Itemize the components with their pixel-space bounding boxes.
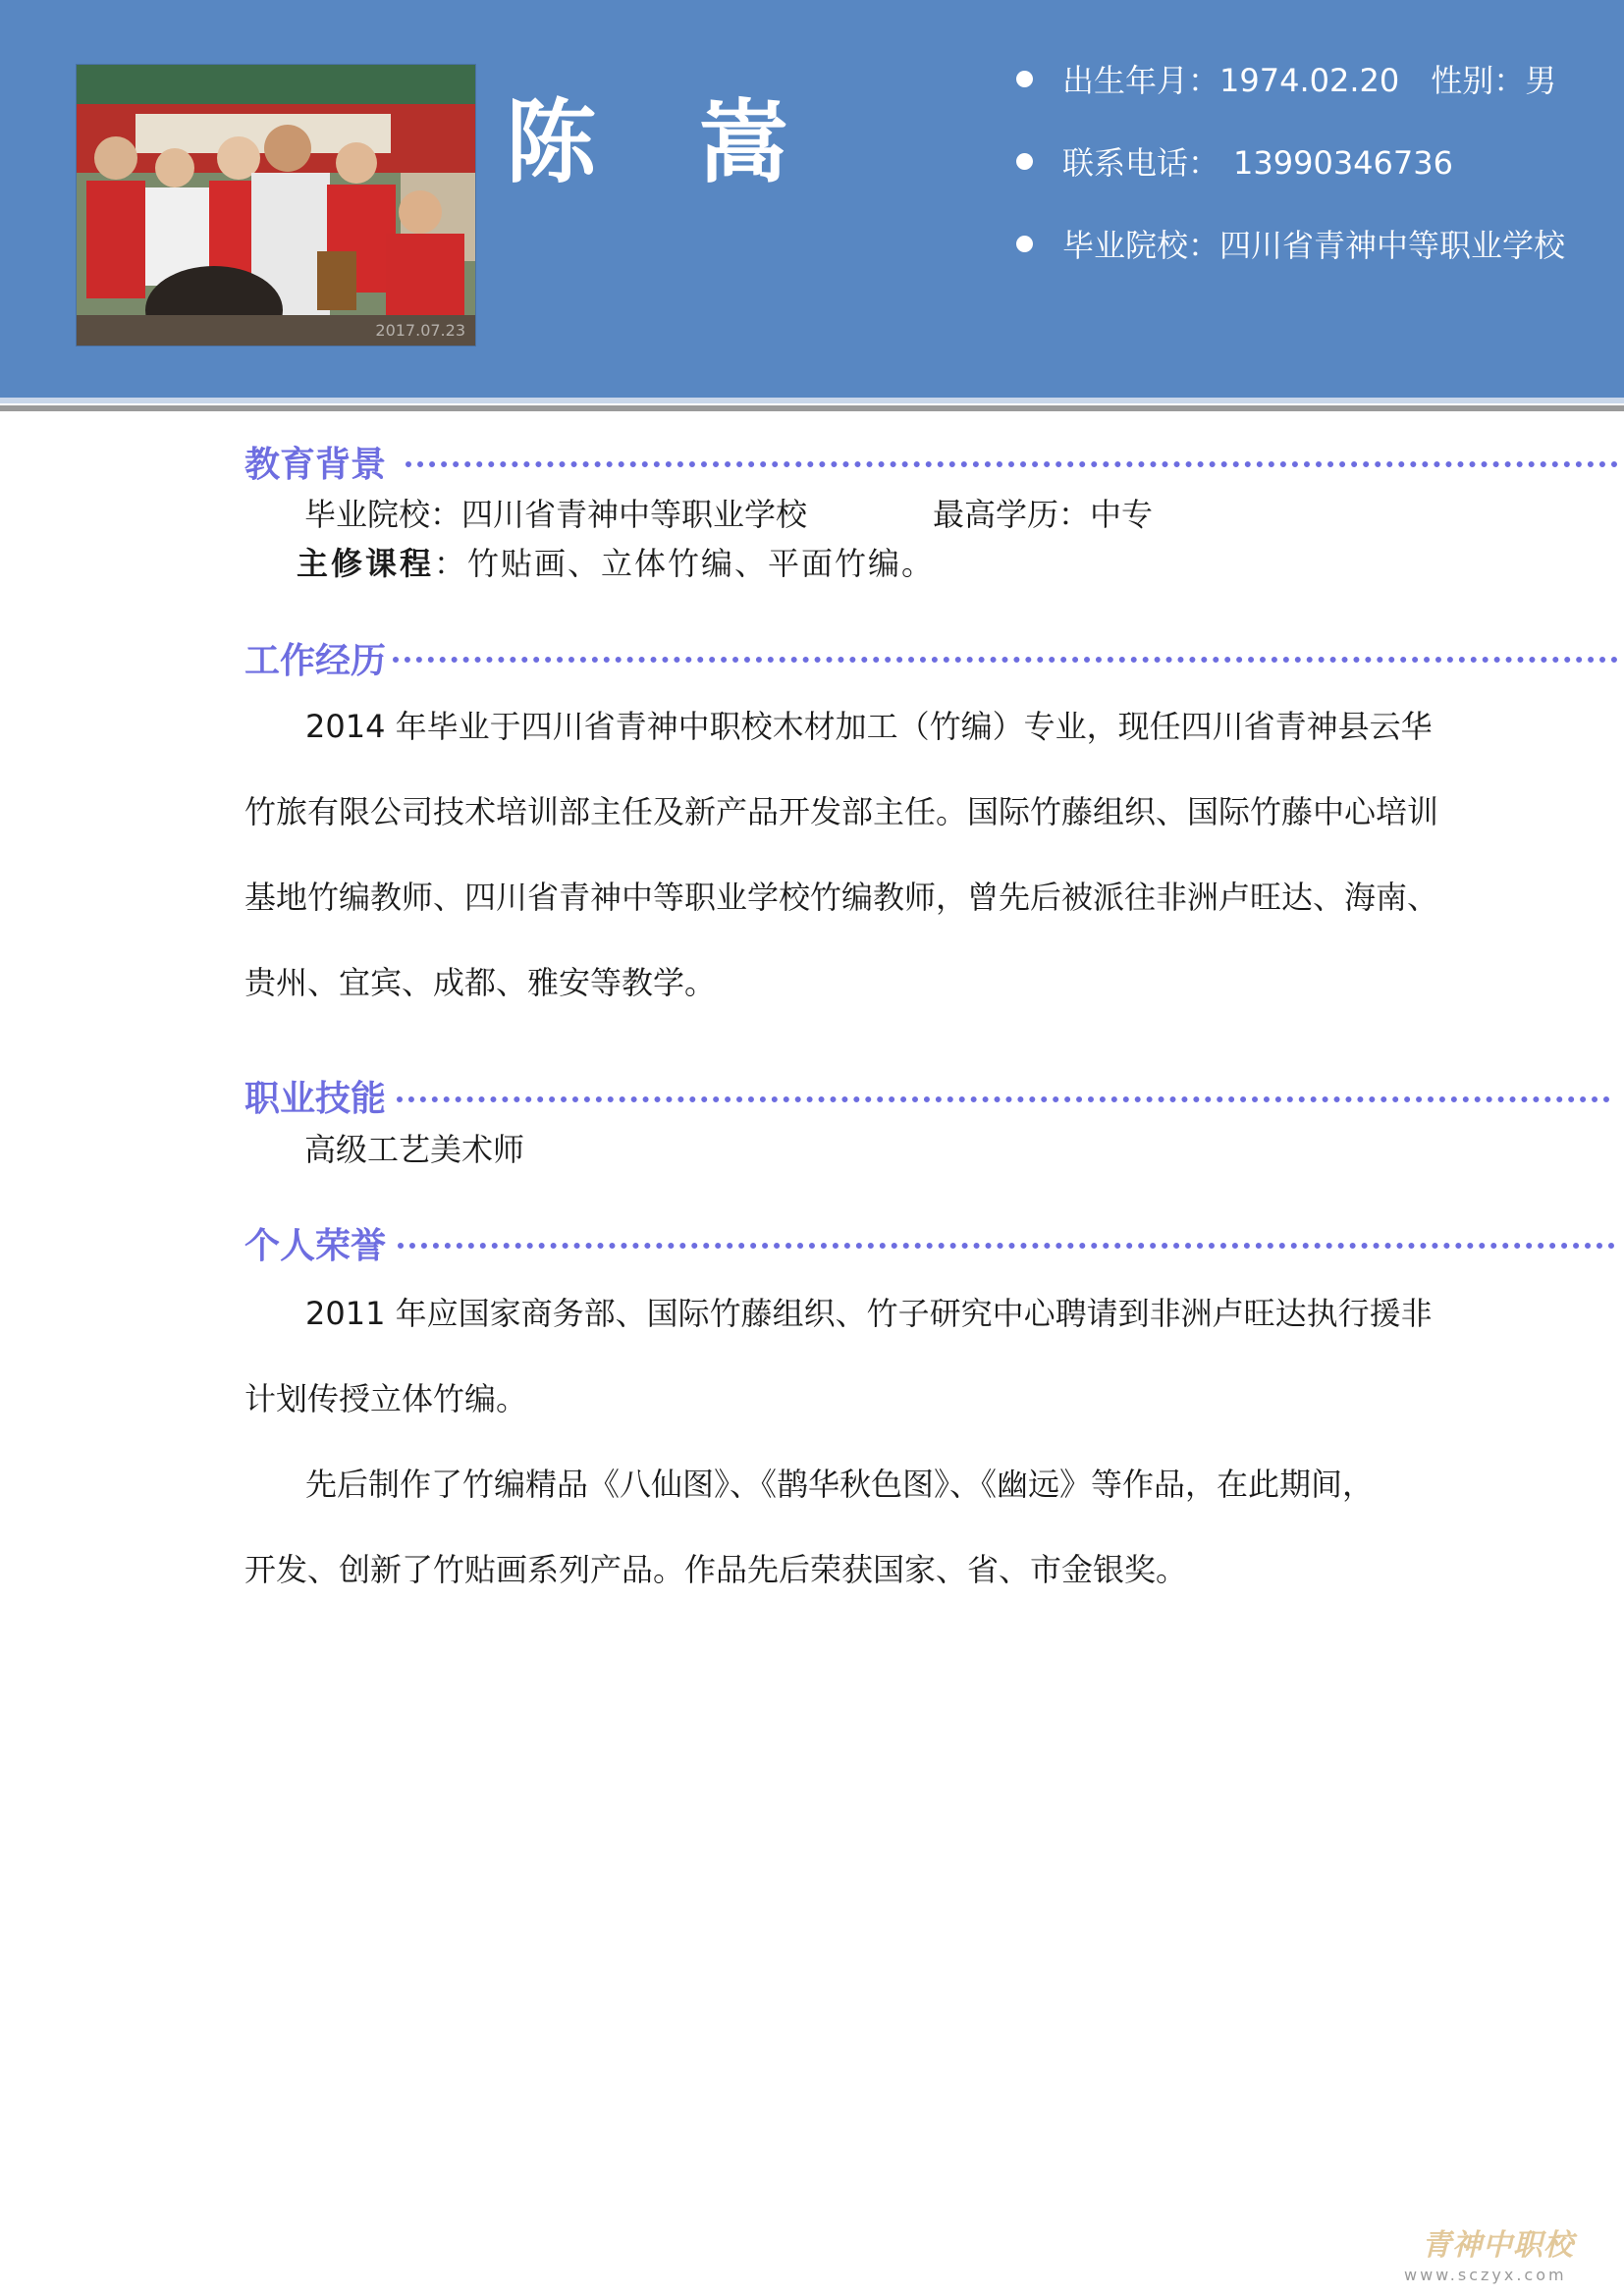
courses-label: 主修课程 [297,545,435,582]
watermark-url: www.sczyx.com [1404,2266,1567,2284]
work-line: 基地竹编教师、四川省青神中等职业学校竹编教师，曾先后被派往非洲卢旺达、海南、 [244,879,1439,916]
section-divider-honors [398,1243,1615,1249]
section-title-work: 工作经历 [244,641,387,681]
education-degree: 最高学历：中专 [933,496,1154,533]
header-divider-gray [0,405,1624,411]
courses-value: ：竹贴画、立体竹编、平面竹编。 [434,545,936,582]
honors-line: 开发、创新了竹贴画系列产品。作品先后荣获国家、省、市金银奖。 [244,1551,1188,1588]
bullet-icon [1016,71,1033,87]
gender: 性别：男 [1431,62,1557,99]
work-line: 竹旅有限公司技术培训部主任及新产品开发部主任。国际竹藤组织、国际竹藤中心培训 [244,793,1439,830]
skills-value: 高级工艺美术师 [304,1131,525,1168]
section-divider-skills [397,1096,1610,1102]
section-title-honors: 个人荣誉 [244,1226,387,1266]
section-divider-education [406,461,1618,467]
profile-photo-illustration [77,65,475,346]
phone-number: 13990346736 [1233,144,1453,182]
section-title-education: 教育背景 [244,445,387,485]
header-divider-light [0,398,1624,403]
graduation-school: 毕业院校：四川省青神中等职业学校 [1062,227,1566,264]
honors-line: 计划传授立体竹编。 [244,1380,528,1417]
honors-line: 先后制作了竹编精品《八仙图》、《鹊华秋色图》、《幽远》等作品，在此期间， [305,1466,1375,1503]
bullet-icon [1016,236,1033,252]
work-line: 2014 年毕业于四川省青神中职校木材加工（竹编）专业，现任四川省青神县云华 [305,708,1433,745]
info-phone-row [1016,144,1453,182]
photo-date-stamp: 2017.07.23 [375,321,465,340]
work-line: 贵州、宜宾、成都、雅安等教学。 [244,964,717,1001]
phone-label: 联系电话： [1062,144,1220,182]
honors-line: 2011 年应国家商务部、国际竹藤组织、竹子研究中心聘请到非洲卢旺达执行援非 [305,1295,1433,1332]
info-birth-row [1016,62,1557,99]
info-school-row [1016,227,1566,264]
section-divider-work [393,657,1618,663]
education-courses [297,545,936,582]
person-name: 陈 嵩 [506,90,825,195]
profile-photo [77,65,475,346]
watermark-logo: 青神中职校 [1422,2228,1574,2263]
birth-date: 出生年月：1974.02.20 [1062,62,1400,99]
education-school: 毕业院校：四川省青神中等职业学校 [304,496,808,533]
section-title-skills: 职业技能 [244,1079,387,1119]
bullet-icon [1016,153,1033,170]
